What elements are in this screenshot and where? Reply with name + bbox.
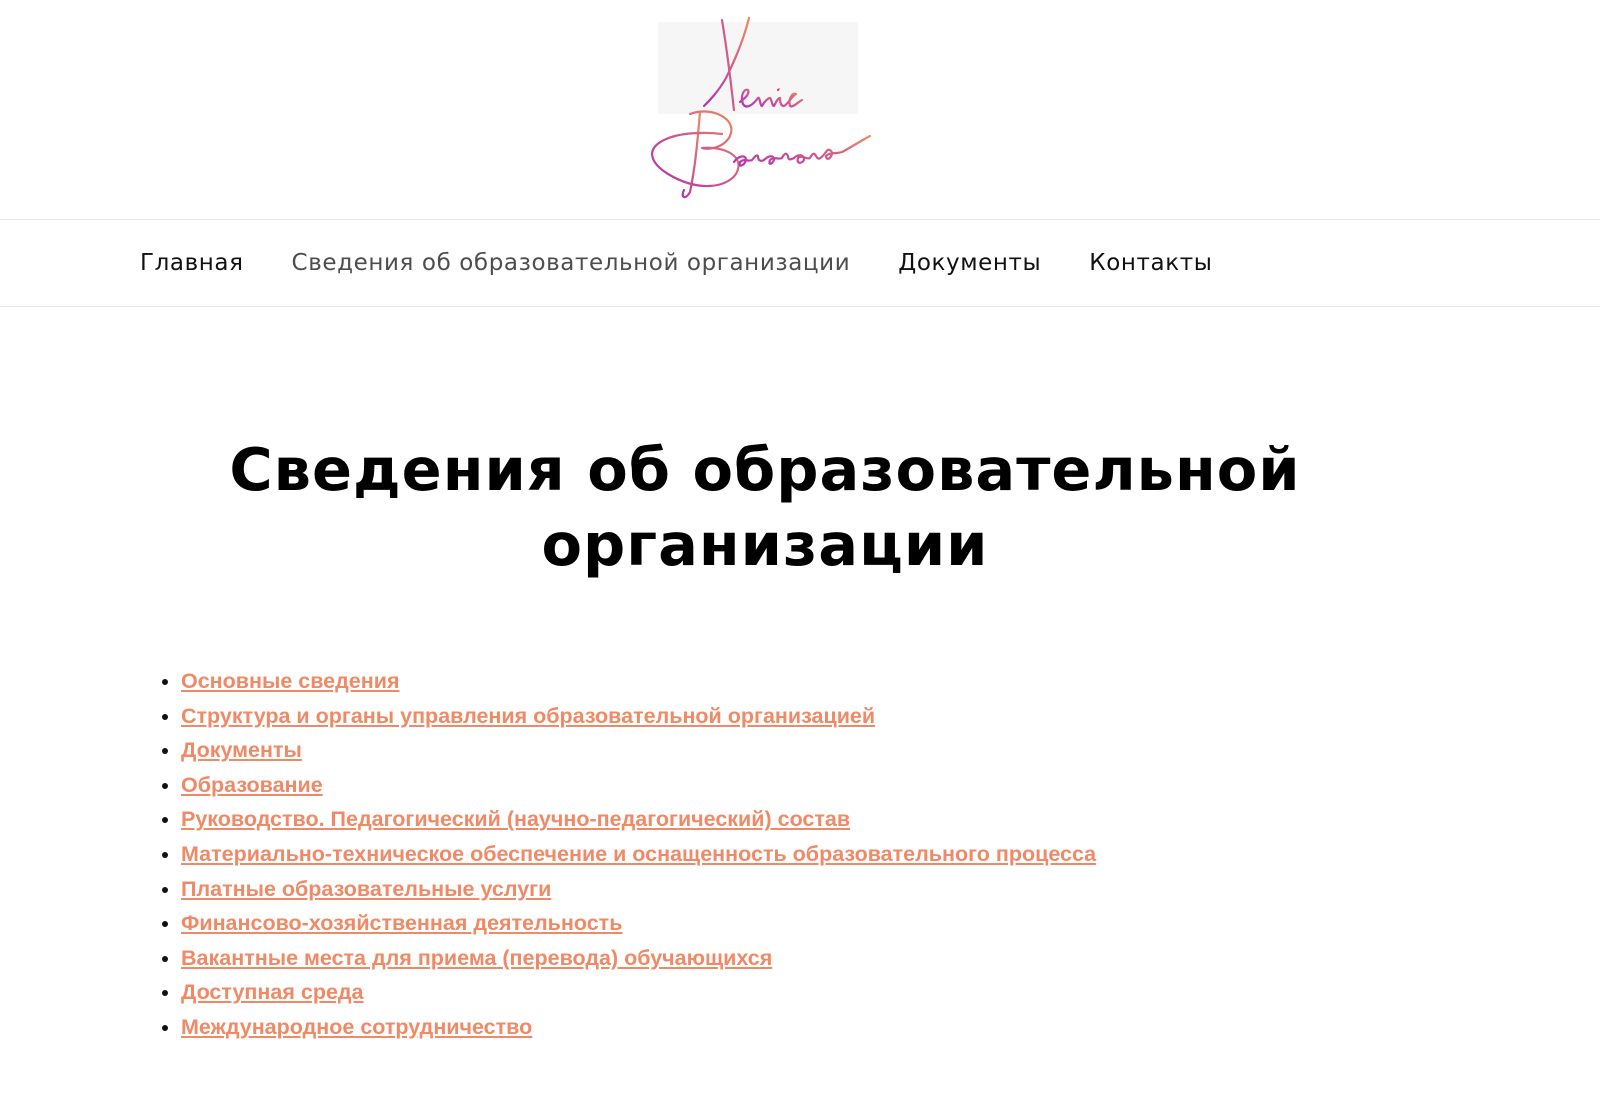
nav-item-contacts: [1089, 250, 1212, 276]
page-title-line-1: Сведения об образовательной: [229, 435, 1301, 504]
link-staff[interactable]: Руководство. Педагогический (научно-педагогический) состав: [181, 807, 851, 832]
link-international-cooperation[interactable]: Международное сотрудничество: [181, 1014, 533, 1039]
signature-logo-icon: [650, 14, 880, 204]
link-education[interactable]: Образование: [181, 772, 323, 797]
link-paid-services[interactable]: Платные образовательные услуги: [181, 876, 552, 901]
list-item: [181, 699, 1481, 734]
link-accessible-environment[interactable]: Доступная среда: [181, 980, 364, 1005]
nav-link-contacts[interactable]: Контакты: [1089, 250, 1213, 276]
nav-link-home[interactable]: Главная: [140, 250, 244, 276]
logo[interactable]: [650, 14, 880, 204]
nav-list: [140, 220, 1260, 306]
list-item: [181, 837, 1481, 872]
link-financial-activity[interactable]: Финансово-хозяйственная деятельность: [181, 911, 623, 936]
link-facilities[interactable]: Материально-техническое обеспечение и оснащенность образовательного процесса: [181, 841, 1097, 866]
list-item: [181, 975, 1481, 1010]
link-structure-governance[interactable]: Структура и органы управления образовательной организацией: [181, 703, 876, 728]
main-navigation: [0, 220, 1600, 307]
nav-item-documents: [898, 250, 1041, 276]
list-item: [181, 872, 1481, 907]
nav-link-organization-info[interactable]: Сведения об образовательной организации: [291, 250, 851, 276]
list-item: [181, 906, 1481, 941]
page-title: [0, 432, 1530, 582]
nav-link-documents[interactable]: Документы: [898, 250, 1042, 276]
page-title-line-2: организации: [541, 510, 989, 579]
site-header: [0, 0, 1600, 220]
list-item: [181, 802, 1481, 837]
nav-item-organization-info: [292, 250, 851, 276]
nav-item-home: [140, 250, 244, 276]
list-item: [181, 664, 1481, 699]
list-item: [181, 733, 1481, 768]
section-link-list: [181, 664, 1481, 1045]
list-item: [181, 941, 1481, 976]
link-vacancies[interactable]: Вакантные места для приема (перевода) обучающихся: [181, 945, 773, 970]
link-basic-info[interactable]: Основные сведения: [181, 669, 400, 693]
link-documents[interactable]: Документы: [181, 738, 302, 763]
list-item: [181, 768, 1481, 803]
list-item: [181, 1010, 1481, 1045]
